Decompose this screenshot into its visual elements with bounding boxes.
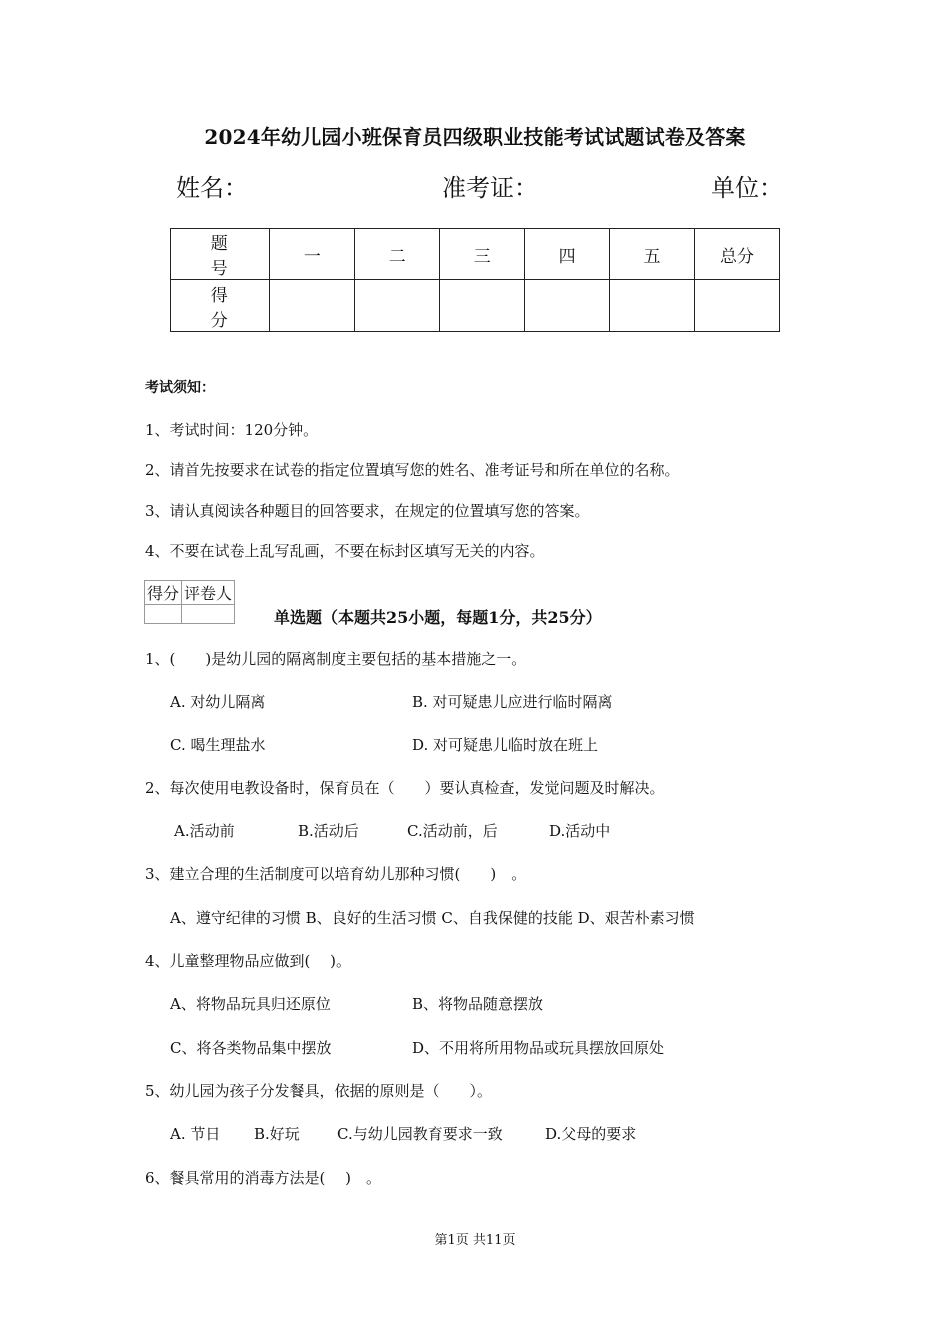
score-cell <box>525 280 610 332</box>
page-footer: 第1页 共11页 <box>434 1233 516 1248</box>
notice-item: 4、不要在试卷上乱写乱画，不要在标封区填写无关的内容。 <box>145 542 545 560</box>
exam-id-label: 准考证： <box>442 174 538 202</box>
question-stem: 2、每次使用电教设备时，保育员在（ ）要认真检查，发觉问题及时解决。 <box>145 779 665 797</box>
option-b: B.活动后 <box>298 822 359 840</box>
score-cell <box>610 280 695 332</box>
score-cell <box>355 280 440 332</box>
grader-name-cell <box>182 605 235 624</box>
score-table-score-row <box>171 280 780 332</box>
option-d: D.父母的要求 <box>545 1125 637 1143</box>
option-a: A.活动前 <box>174 822 235 840</box>
option-d: D.活动中 <box>549 822 611 840</box>
grader-name-label: 评卷人 <box>182 581 235 605</box>
notice-item: 2、请首先按要求在试卷的指定位置填写您的姓名、准考证号和所在单位的名称。 <box>145 461 680 479</box>
option-c: C.活动前，后 <box>407 822 498 840</box>
score-table <box>170 228 780 332</box>
question-stem: 5、幼儿园为孩子分发餐具，依据的原则是（ ）。 <box>145 1082 493 1100</box>
notice-item: 1、考试时间：120分钟。 <box>145 421 319 439</box>
option-d: D. 对可疑患儿临时放在班上 <box>412 736 599 754</box>
page-title: 2024年幼儿园小班保育员四级职业技能考试试题试卷及答案 <box>204 125 746 149</box>
unit-label: 单位： <box>711 174 783 202</box>
option-b: B. 对可疑患儿应进行临时隔离 <box>412 693 613 711</box>
question-stem: 3、建立合理的生活制度可以培育幼儿那种习惯( ) 。 <box>145 865 527 883</box>
question-number-header: 题 号 <box>171 229 270 280</box>
score-row-label: 得 分 <box>171 280 270 332</box>
name-label: 姓名： <box>176 174 248 202</box>
notice-heading: 考试须知： <box>145 380 215 396</box>
notice-item: 3、请认真阅读各种题目的回答要求，在规定的位置填写您的答案。 <box>145 502 590 520</box>
total-header: 总分 <box>695 229 780 280</box>
option-a: A. 对幼儿隔离 <box>170 693 266 711</box>
question-stem: 6、餐具常用的消毒方法是( ) 。 <box>145 1169 382 1187</box>
section-1-header: 一 <box>270 229 355 280</box>
grader-table <box>144 580 235 624</box>
option-d: D、不用将所用物品或玩具摆放回原处 <box>412 1039 665 1057</box>
option-c: C、将各类物品集中摆放 <box>170 1039 332 1057</box>
score-cell <box>695 280 780 332</box>
question-stem: 4、儿童整理物品应做到( )。 <box>145 952 352 970</box>
option-line: A、遵守纪律的习惯 B、良好的生活习惯 C、自我保健的技能 D、艰苦朴素习惯 <box>170 909 695 927</box>
score-table-header-row <box>171 229 780 280</box>
score-cell <box>270 280 355 332</box>
section-3-header: 三 <box>440 229 525 280</box>
option-a: A. 节日 <box>170 1125 221 1143</box>
section-2-header: 二 <box>355 229 440 280</box>
grader-score-label: 得分 <box>145 581 182 605</box>
section-5-header: 五 <box>610 229 695 280</box>
question-stem: 1、( )是幼儿园的隔离制度主要包括的基本措施之一。 <box>145 650 527 668</box>
score-cell <box>440 280 525 332</box>
section-4-header: 四 <box>525 229 610 280</box>
option-a: A、将物品玩具归还原位 <box>170 995 331 1013</box>
section-title: 单选题（本题共25小题，每题1分，共25分） <box>274 608 602 627</box>
option-b: B、将物品随意摆放 <box>412 995 544 1013</box>
option-b: B.好玩 <box>254 1125 300 1143</box>
grader-score-cell <box>145 605 182 624</box>
option-c: C. 喝生理盐水 <box>170 736 266 754</box>
option-c: C.与幼儿园教育要求一致 <box>337 1125 503 1143</box>
